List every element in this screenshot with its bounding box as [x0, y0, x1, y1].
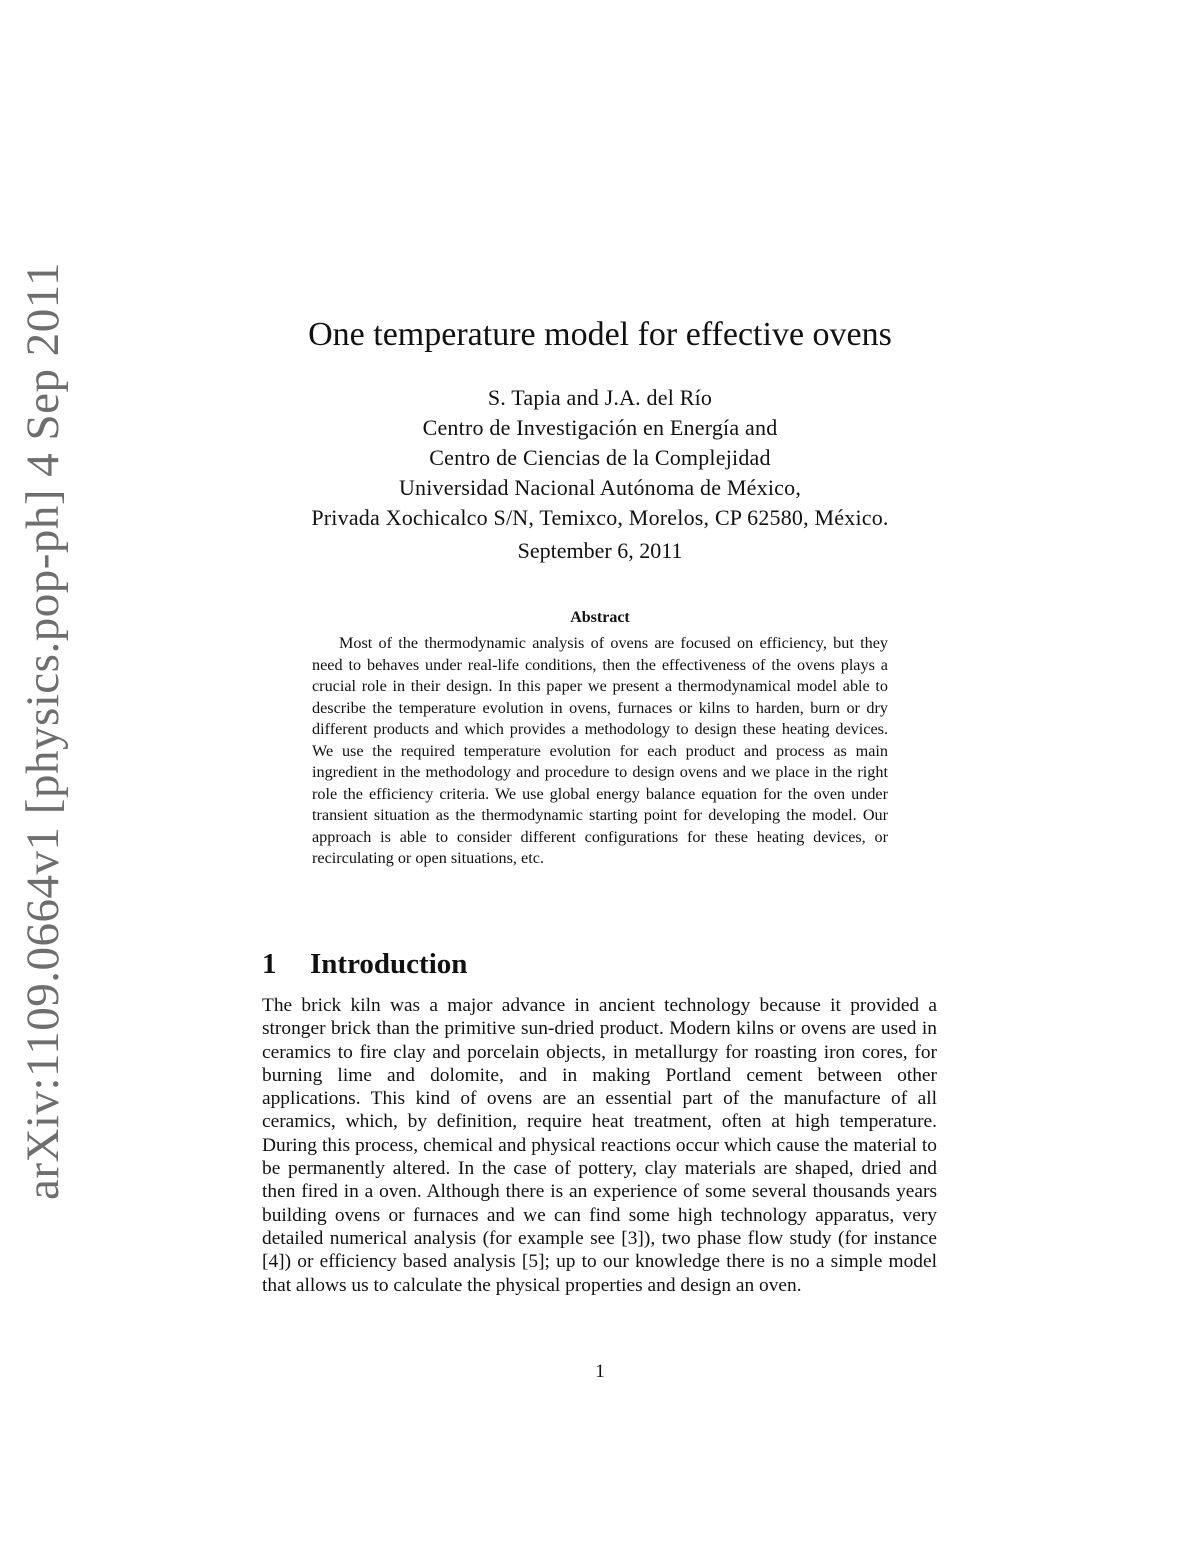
affiliation-line: Privada Xochicalco S/N, Temixco, Morelos, CP 62580, México.: [311, 505, 889, 530]
author-block: [0, 383, 1200, 533]
paper-title: One temperature model for effective ovens: [308, 316, 892, 353]
abstract-heading: Abstract: [570, 609, 630, 626]
paper-date: September 6, 2011: [517, 538, 683, 563]
author-names: S. Tapia and J.A. del Río: [487, 385, 713, 410]
affiliation-line: Universidad Nacional Autónoma de México,: [398, 475, 802, 500]
section-title: Introduction: [310, 948, 468, 980]
affiliation-line: Centro de Investigación en Energía and: [422, 415, 778, 440]
affiliation-line: Centro de Ciencias de la Complejidad: [429, 445, 771, 470]
arxiv-identifier-stamp: arXiv:1109.0664v1 [physics.pop-ph] 4 Sep 2011: [17, 261, 69, 1201]
introduction-paragraph: The brick kiln was a major advance in ancient technology because it provided a stronger brick than the primitive sun-dried product. Modern kilns or ovens are used in ceramics to fire clay and porcelain objects, in metallurgy for roasting iron cores, for burning lime and dolomite, and in making Portland cement between other applications. This kind of ovens are an essential part of the manufacture of all ceramics, which, by definition, require heat treatment, often at high temperature. During this process, chemical and physical reactions occur which cause the material to be permanently altered. In the case of pottery, clay materials are shaped, dried and then fired in a oven. Although there is an experience of some several thousands years building ovens or furnaces and we can find some high technology apparatus, very detailed numerical analysis (for example see [3]), two phase flow study (for instance [4]) or efficiency based analysis [5]; up to our knowledge there is no a simple model that allows us to calculate the physical properties and design an oven.: [262, 995, 937, 1296]
section-heading: [262, 945, 467, 983]
abstract-text: Most of the thermodynamic analysis of ovens are focused on efficiency, but they need to behaves under real-life conditions, then the effectiveness of the ovens plays a crucial role in their design. In this paper we present a thermodynamical model able to describe the temperature evolution in ovens, furnaces or kilns to harden, burn or dry different products and which provides a methodology to design these heating devices. We use the required temperature evolution for each product and process as main ingredient in the methodology and procedure to design ovens and we place in the right role the efficiency criteria. We use global energy balance equation for the oven under transient situation as the thermodynamic starting point for developing the model. Our approach is able to consider different configurations for these heating devices, or recirculating or open situations, etc.: [312, 634, 888, 867]
section-number: 1: [262, 948, 277, 980]
page-number: 1: [595, 1361, 605, 1382]
